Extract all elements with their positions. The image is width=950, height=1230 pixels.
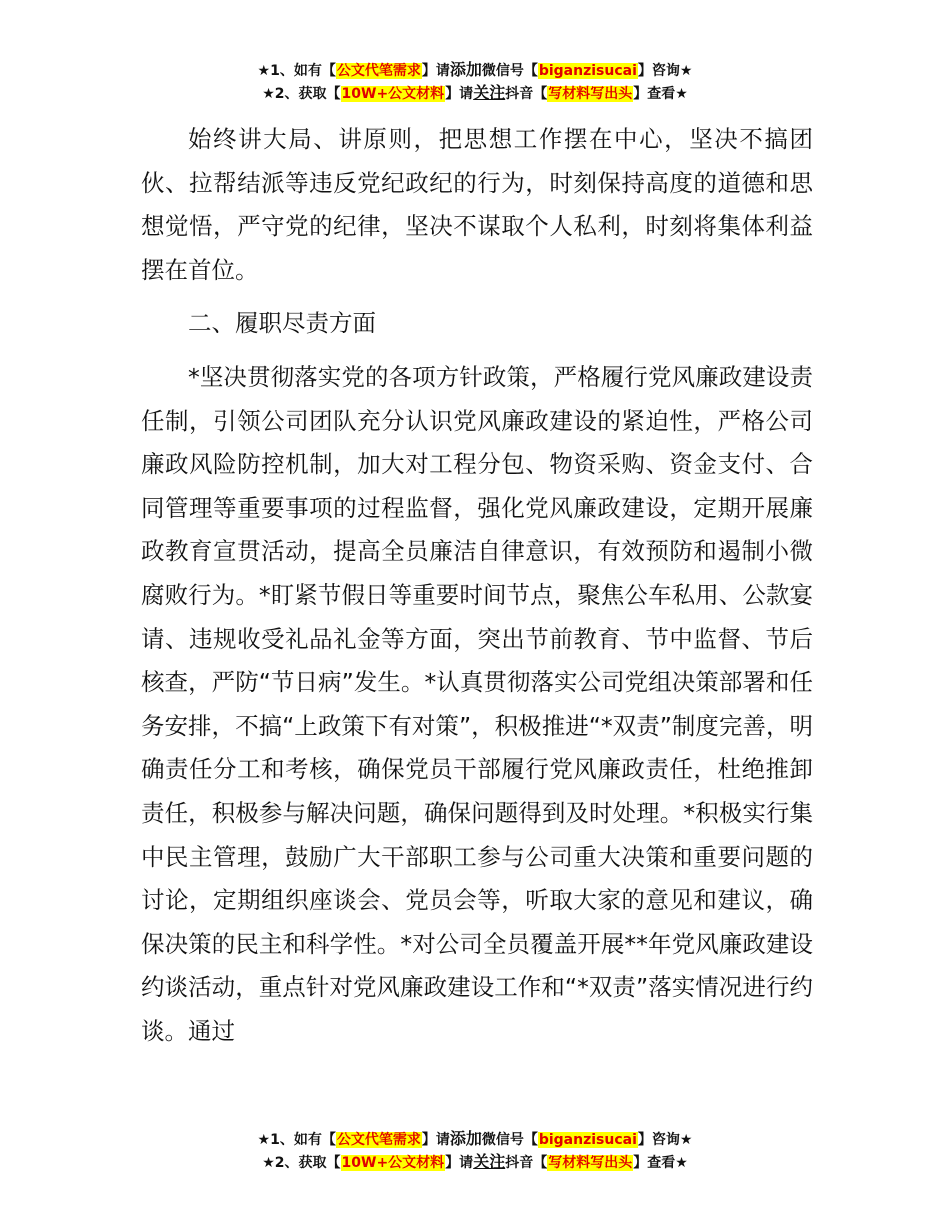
highlight-service: 公文代笔需求 <box>336 1132 421 1148</box>
highlight-wechat-id: biganzisucai <box>538 1132 637 1148</box>
section-heading-2: 二、履职尽责方面 <box>188 309 376 338</box>
header-banner-line-2: ★2、获取【10W+公文材料】请关注抖音【写材料写出头】查看★ <box>262 83 688 102</box>
body-paragraph-1: 始终讲大局、讲原则，把思想工作摆在中心，坚决不搞团伙、拉帮结派等违反党纪政纪的行为，时刻保持高度的道德和思想觉悟，严守党的纪律，坚决不谋取个人私利，时刻将集体利益摆在首位。 <box>141 125 813 284</box>
highlight-wechat-id: biganzisucai <box>538 63 637 79</box>
header-banner <box>0 59 950 105</box>
highlight-service: 公文代笔需求 <box>336 63 421 79</box>
header-banner-line-1: ★1、如有【公文代笔需求】请添加微信号【biganzisucai】咨询★ <box>257 60 693 79</box>
body-paragraph-2: *坚决贯彻落实党的各项方针政策，严格履行党风廉政建设责任制，引领公司团队充分认识党风廉政建设的紧迫性，严格公司廉政风险防控机制，加大对工程分包、物资采购、资金支付、合同管理等重要事项的过程监督，强化党风廉政建设，定期开展廉政教育宣贯活动，提高全员廉洁自律意识，有效预防和遏制小微腐败行为。*盯紧节假日等重要时间节点，聚焦公车私用、公款宴请、违规收受礼品礼金等方面，突出节前教育、节中监督、节后核查，严防“节日病”发生。*认真贯彻落实公司党组决策部署和任务安排，不搞“上政策下有对策”，积极推进“*双责”制度完善，明确责任分工和考核，确保党员干部履行党风廉政责任，杜绝推卸责任，积极参与解决问题，确保问题得到及时处理。*积极实行集中民主管理，鼓励广大干部职工参与公司重大决策和重要问题的讨论，定期组织座谈会、党员会等，听取大家的意见和建议，确保决策的民主和科学性。*对公司全员覆盖开展**年党风廉政建设约谈活动，重点针对党风廉政建设工作和“*双责”落实情况进行约谈。通过 <box>141 362 813 1045</box>
footer-banner-line-2: ★2、获取【10W+公文材料】请关注抖音【写材料写出头】查看★ <box>262 1152 688 1171</box>
document-body <box>141 118 813 1053</box>
footer-banner <box>0 1128 950 1174</box>
highlight-douyin-account: 写材料写出头 <box>548 86 633 102</box>
highlight-douyin-account: 写材料写出头 <box>548 1155 633 1171</box>
highlight-materials: 10W+公文材料 <box>341 1155 445 1171</box>
footer-banner-line-1: ★1、如有【公文代笔需求】请添加微信号【biganzisucai】咨询★ <box>257 1129 693 1148</box>
highlight-materials: 10W+公文材料 <box>341 86 445 102</box>
